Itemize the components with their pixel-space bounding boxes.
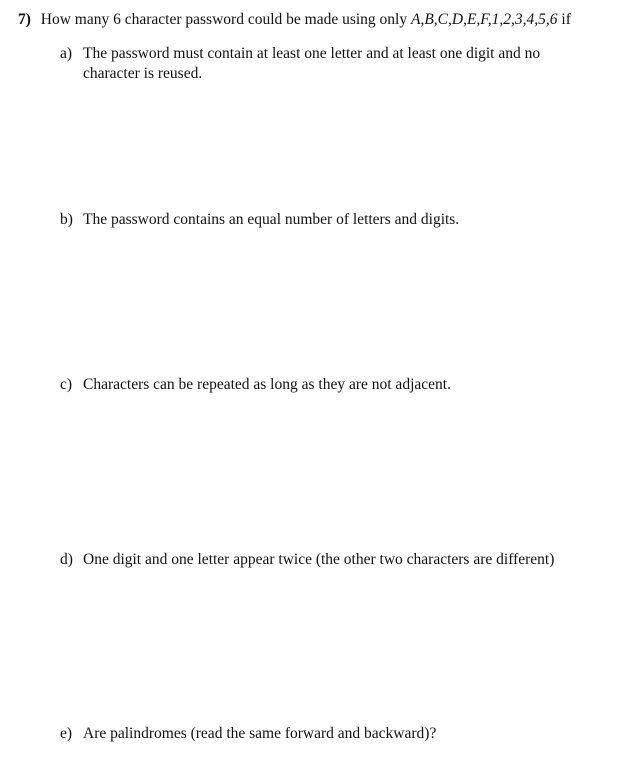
part-letter: b) <box>60 211 73 228</box>
part-letter: d) <box>60 551 73 568</box>
part-letter: a) <box>60 45 73 62</box>
part-text: Characters can be repeated as long as they are not adjacent. <box>83 376 451 393</box>
part-c <box>60 375 580 395</box>
part-text: The password must contain at least one letter and at least one digit and no character is reused. <box>83 45 541 82</box>
part-e <box>60 724 580 744</box>
part-d <box>60 550 620 570</box>
part-text: Are palindromes (read the same forward and backward)? <box>83 725 437 742</box>
question-text: How many 6 character password could be made using only <box>40 11 408 28</box>
part-text: One digit and one letter appear twice (the other two characters are different) <box>83 551 555 568</box>
part-b <box>60 210 580 230</box>
question-number: 7) <box>18 11 31 28</box>
character-set: A,B,C,D,E,F,1,2,3,4,5,6 <box>410 11 558 28</box>
part-letter: c) <box>60 376 73 393</box>
question-stem <box>18 10 628 30</box>
question-text-end: if <box>561 11 571 28</box>
part-text: The password contains an equal number of letters and digits. <box>83 211 460 228</box>
part-letter: e) <box>60 725 73 742</box>
part-a <box>60 44 580 84</box>
